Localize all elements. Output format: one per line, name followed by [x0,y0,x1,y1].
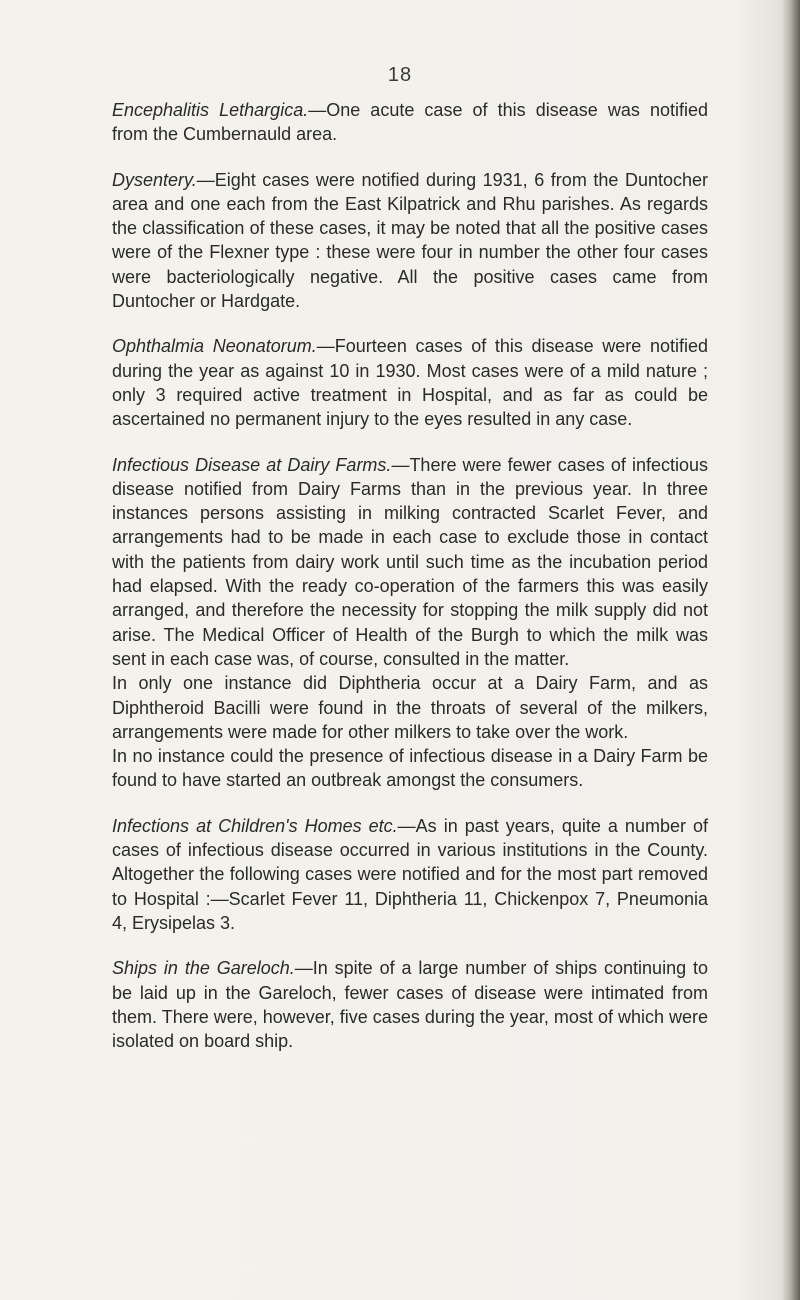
heading-ophthalmia: Ophthalmia Neonatorum. [112,336,317,357]
paragraph-ophthalmia [112,334,708,431]
paragraph-dairy-outbreak: In no instance could the presence of infectious disease in a Dairy Farm be found to have started an outbreak amongst the consumers. [112,746,708,791]
paragraph-dairy [112,453,708,672]
heading-childrens-homes: Infections at Children's Homes etc. [112,815,398,836]
text-dysentery: —Eight cases were notified during 1931, 6 from the Duntocher area and one each from the East Kilpatrick and Rhu parishes. As regards the classification of these cases, it may be noted that all the positive cases were of the Flexner type : these were four in number the other four cases were bacteriologically negative. All the positive cases came from Duntocher or Hardgate. [112,169,708,312]
paragraph-encephalitis [112,98,708,147]
heading-dairy: Infectious Disease at Dairy Farms. [112,454,392,475]
paragraph-dairy-diphtheria: In only one instance did Diphtheria occur at a Dairy Farm, and as Diphtheroid Bacilli were found in the throats of several of the milkers, arrangements were made for other milkers to take over the work. [112,673,708,742]
paragraph-dysentery [112,168,708,314]
paragraph-childrens-homes [112,814,708,935]
text-ophthalmia: —Fourteen cases of this disease were notified during the year as against 10 in 1930. Most cases were of a mild nature ; only 3 required active treatment in Hospital, and as far as could be ascertained no permanent injury to the eyes resulted in any case. [112,336,708,430]
book-spine-shadow [782,0,800,1300]
text-ships: —In spite of a large number of ships continuing to be laid up in the Gareloch, fewer cases of disease were intimated from them. There were, however, five cases during the year, most of which were isolated on board ship. [112,958,708,1052]
text-encephalitis: —One acute case of this disease was notified from the Cumbernauld area. [112,100,708,145]
paragraph-ships [112,956,708,1053]
text-dairy: —There were fewer cases of infectious disease notified from Dairy Farms than in the previous year. In three instances persons assisting in milking contracted Scarlet Fever, and arrangements had to be made in each case to exclude those in contact with the patients from dairy work until such time as the incubation period had elapsed. With the ready co-operation of the farmers this was easily arranged, and therefore the necessity for stopping the milk supply did not arise. The Medical Officer of Health of the Burgh to which the milk was sent in each case was, of course, consulted in the matter. [112,454,708,669]
heading-encephalitis: Encephalitis Lethargica. [112,100,309,120]
page-number: 18 [387,64,413,86]
text-childrens-homes: —As in past years, quite a number of cases of infectious disease occurred in various institutions in the County. Altogether the following cases were notified and for the most part removed to Hospital :—Scarlet Fever 11, Diphtheria 11, Chickenpox 7, Pneumonia 4, Erysipelas 3. [112,815,708,933]
heading-ships: Ships in the Gareloch. [112,958,295,979]
document-body [112,98,708,1074]
heading-dysentery: Dysentery. [112,169,197,190]
